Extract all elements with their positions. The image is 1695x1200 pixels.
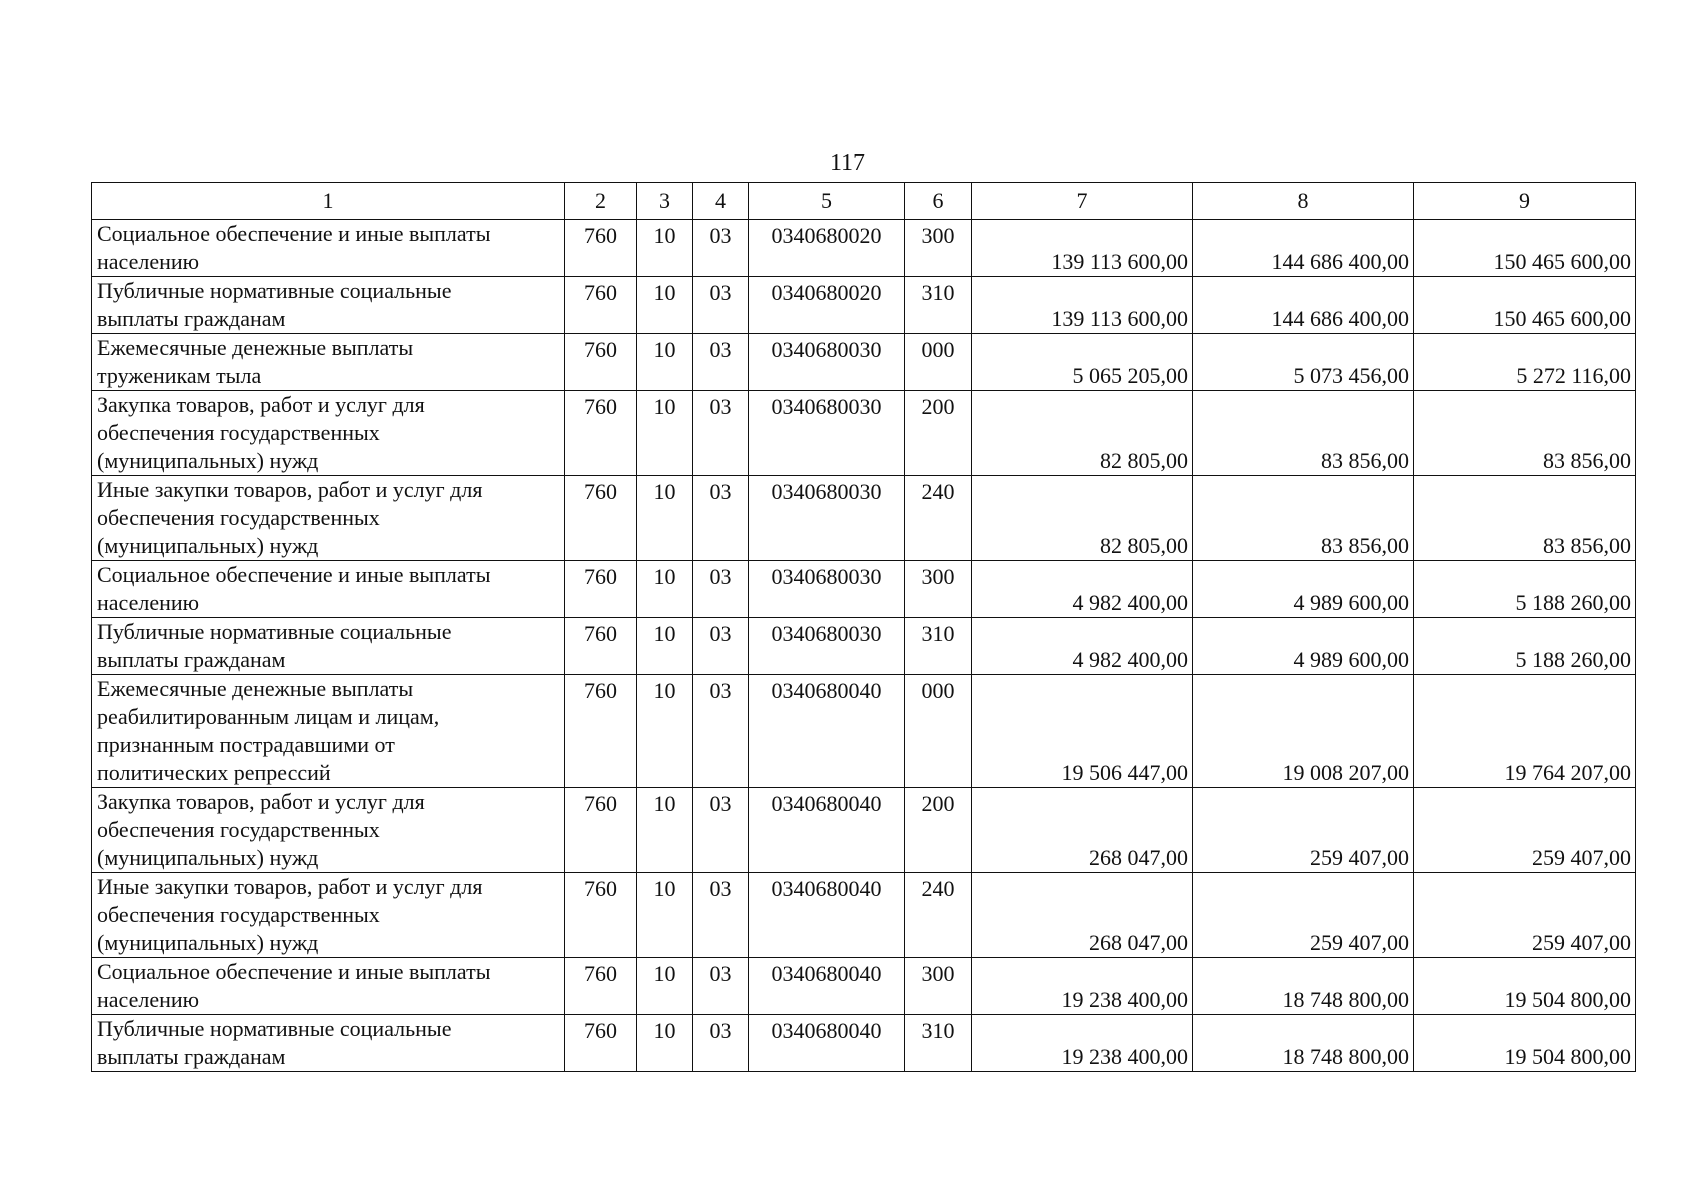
target-article-cell: 0340680030	[749, 391, 905, 476]
table-row	[92, 618, 1636, 675]
target-article-cell: 0340680040	[749, 873, 905, 958]
expense-type-cell: 000	[905, 334, 972, 391]
expense-name-line: Публичные нормативные социальные	[97, 1016, 452, 1041]
amount-year-1-cell: 82 805,00	[972, 391, 1193, 476]
ministry-code-cell: 760	[565, 220, 637, 277]
target-article-cell: 0340680030	[749, 334, 905, 391]
target-article-cell: 0340680040	[749, 1015, 905, 1072]
ministry-code-cell: 760	[565, 277, 637, 334]
amount-year-3-cell: 19 504 800,00	[1414, 958, 1636, 1015]
amount-year-3-cell: 19 764 207,00	[1414, 675, 1636, 788]
expense-name-line: выплаты гражданам	[97, 306, 286, 331]
section-code-cell: 10	[637, 334, 693, 391]
expense-name-cell	[92, 675, 565, 788]
amount-year-3-cell: 83 856,00	[1414, 476, 1636, 561]
expense-name-cell	[92, 561, 565, 618]
amount-year-2-cell: 4 989 600,00	[1193, 561, 1414, 618]
expense-type-cell: 310	[905, 1015, 972, 1072]
ministry-code-cell: 760	[565, 334, 637, 391]
section-code-cell: 10	[637, 958, 693, 1015]
expense-name-line: выплаты гражданам	[97, 647, 286, 672]
column-header: 2	[565, 183, 637, 220]
ministry-code-cell: 760	[565, 788, 637, 873]
section-code-cell: 10	[637, 476, 693, 561]
subsection-code-cell: 03	[693, 675, 749, 788]
subsection-code-cell: 03	[693, 788, 749, 873]
expense-name-line: обеспечения государственных	[97, 420, 380, 445]
amount-year-2-cell: 18 748 800,00	[1193, 1015, 1414, 1072]
amount-year-2-cell: 144 686 400,00	[1193, 277, 1414, 334]
expense-type-cell: 200	[905, 788, 972, 873]
subsection-code-cell: 03	[693, 334, 749, 391]
expense-name-line: (муниципальных) нужд	[97, 930, 319, 955]
table-row	[92, 788, 1636, 873]
expense-name-line: Иные закупки товаров, работ и услуг для	[97, 874, 483, 899]
expense-name-line: (муниципальных) нужд	[97, 533, 319, 558]
amount-year-3-cell: 5 188 260,00	[1414, 618, 1636, 675]
expense-name-line: Закупка товаров, работ и услуг для	[97, 392, 425, 417]
expense-name-line: населению	[97, 987, 200, 1012]
section-code-cell: 10	[637, 277, 693, 334]
amount-year-2-cell: 144 686 400,00	[1193, 220, 1414, 277]
section-code-cell: 10	[637, 391, 693, 476]
amount-year-1-cell: 139 113 600,00	[972, 277, 1193, 334]
expense-name-line: Публичные нормативные социальные	[97, 619, 452, 644]
expense-name-line: Социальное обеспечение и иные выплаты	[97, 562, 491, 587]
amount-year-3-cell: 150 465 600,00	[1414, 277, 1636, 334]
amount-year-1-cell: 5 065 205,00	[972, 334, 1193, 391]
column-header: 5	[749, 183, 905, 220]
amount-year-2-cell: 83 856,00	[1193, 391, 1414, 476]
expense-name-cell	[92, 1015, 565, 1072]
expense-name-line: политических репрессий	[97, 760, 331, 785]
ministry-code-cell: 760	[565, 561, 637, 618]
expense-type-cell: 200	[905, 391, 972, 476]
table-row	[92, 958, 1636, 1015]
expense-name-cell	[92, 334, 565, 391]
expense-name-line: обеспечения государственных	[97, 902, 380, 927]
table-row	[92, 675, 1636, 788]
table-body	[92, 220, 1636, 1072]
subsection-code-cell: 03	[693, 561, 749, 618]
amount-year-1-cell: 19 238 400,00	[972, 1015, 1193, 1072]
table-row	[92, 334, 1636, 391]
expense-name-line: труженикам тыла	[97, 363, 262, 388]
amount-year-1-cell: 268 047,00	[972, 788, 1193, 873]
subsection-code-cell: 03	[693, 220, 749, 277]
page-number: 117	[829, 150, 866, 176]
amount-year-3-cell: 150 465 600,00	[1414, 220, 1636, 277]
amount-year-3-cell: 5 188 260,00	[1414, 561, 1636, 618]
amount-year-3-cell: 5 272 116,00	[1414, 334, 1636, 391]
table-row	[92, 391, 1636, 476]
amount-year-1-cell: 139 113 600,00	[972, 220, 1193, 277]
table-row	[92, 873, 1636, 958]
expense-name-cell	[92, 958, 565, 1015]
amount-year-2-cell: 83 856,00	[1193, 476, 1414, 561]
expense-name-line: признанным пострадавшими от	[97, 732, 395, 757]
expense-name-line: Ежемесячные денежные выплаты	[97, 676, 414, 701]
amount-year-1-cell: 4 982 400,00	[972, 561, 1193, 618]
expense-type-cell: 300	[905, 958, 972, 1015]
section-code-cell: 10	[637, 788, 693, 873]
table-row	[92, 476, 1636, 561]
expense-name-cell	[92, 788, 565, 873]
column-header: 9	[1414, 183, 1636, 220]
ministry-code-cell: 760	[565, 618, 637, 675]
subsection-code-cell: 03	[693, 1015, 749, 1072]
target-article-cell: 0340680030	[749, 618, 905, 675]
section-code-cell: 10	[637, 1015, 693, 1072]
expense-name-line: населению	[97, 249, 200, 274]
amount-year-3-cell: 259 407,00	[1414, 788, 1636, 873]
expense-name-line: Социальное обеспечение и иные выплаты	[97, 959, 491, 984]
amount-year-2-cell: 18 748 800,00	[1193, 958, 1414, 1015]
amount-year-1-cell: 4 982 400,00	[972, 618, 1193, 675]
expense-name-line: Закупка товаров, работ и услуг для	[97, 789, 425, 814]
table-row	[92, 220, 1636, 277]
amount-year-2-cell: 4 989 600,00	[1193, 618, 1414, 675]
table-row	[92, 561, 1636, 618]
expense-type-cell: 000	[905, 675, 972, 788]
column-header: 4	[693, 183, 749, 220]
expense-type-cell: 310	[905, 277, 972, 334]
amount-year-2-cell: 259 407,00	[1193, 788, 1414, 873]
amount-year-2-cell: 259 407,00	[1193, 873, 1414, 958]
target-article-cell: 0340680040	[749, 958, 905, 1015]
amount-year-2-cell: 19 008 207,00	[1193, 675, 1414, 788]
expense-name-cell	[92, 391, 565, 476]
ministry-code-cell: 760	[565, 1015, 637, 1072]
amount-year-1-cell: 268 047,00	[972, 873, 1193, 958]
expense-name-line: Иные закупки товаров, работ и услуг для	[97, 477, 483, 502]
section-code-cell: 10	[637, 618, 693, 675]
expense-name-line: реабилитированным лицам и лицам,	[97, 704, 440, 729]
ministry-code-cell: 760	[565, 675, 637, 788]
section-code-cell: 10	[637, 220, 693, 277]
expense-name-line: населению	[97, 590, 200, 615]
subsection-code-cell: 03	[693, 277, 749, 334]
ministry-code-cell: 760	[565, 391, 637, 476]
amount-year-3-cell: 83 856,00	[1414, 391, 1636, 476]
expense-type-cell: 310	[905, 618, 972, 675]
ministry-code-cell: 760	[565, 958, 637, 1015]
expense-name-line: Ежемесячные денежные выплаты	[97, 335, 414, 360]
amount-year-1-cell: 19 506 447,00	[972, 675, 1193, 788]
expense-name-line: выплаты гражданам	[97, 1044, 286, 1069]
ministry-code-cell: 760	[565, 873, 637, 958]
column-header: 6	[905, 183, 972, 220]
subsection-code-cell: 03	[693, 476, 749, 561]
expense-type-cell: 300	[905, 220, 972, 277]
amount-year-1-cell: 19 238 400,00	[972, 958, 1193, 1015]
expense-type-cell: 240	[905, 476, 972, 561]
expense-name-cell	[92, 277, 565, 334]
column-header: 7	[972, 183, 1193, 220]
target-article-cell: 0340680020	[749, 277, 905, 334]
expense-name-line: (муниципальных) нужд	[97, 448, 319, 473]
column-header: 8	[1193, 183, 1414, 220]
expense-name-cell	[92, 618, 565, 675]
expense-name-line: (муниципальных) нужд	[97, 845, 319, 870]
expense-name-cell	[92, 873, 565, 958]
expense-type-cell: 300	[905, 561, 972, 618]
amount-year-3-cell: 259 407,00	[1414, 873, 1636, 958]
subsection-code-cell: 03	[693, 958, 749, 1015]
amount-year-3-cell: 19 504 800,00	[1414, 1015, 1636, 1072]
column-number-row	[92, 183, 1636, 220]
table-row	[92, 277, 1636, 334]
amount-year-1-cell: 82 805,00	[972, 476, 1193, 561]
expense-name-line: Социальное обеспечение и иные выплаты	[97, 221, 491, 246]
section-code-cell: 10	[637, 873, 693, 958]
target-article-cell: 0340680040	[749, 675, 905, 788]
target-article-cell: 0340680040	[749, 788, 905, 873]
amount-year-2-cell: 5 073 456,00	[1193, 334, 1414, 391]
table-row	[92, 1015, 1636, 1072]
budget-table	[91, 182, 1636, 1072]
subsection-code-cell: 03	[693, 391, 749, 476]
expense-name-cell	[92, 476, 565, 561]
section-code-cell: 10	[637, 561, 693, 618]
expense-name-line: обеспечения государственных	[97, 505, 380, 530]
target-article-cell: 0340680030	[749, 561, 905, 618]
subsection-code-cell: 03	[693, 873, 749, 958]
expense-type-cell: 240	[905, 873, 972, 958]
expense-name-line: обеспечения государственных	[97, 817, 380, 842]
ministry-code-cell: 760	[565, 476, 637, 561]
subsection-code-cell: 03	[693, 618, 749, 675]
expense-name-cell	[92, 220, 565, 277]
target-article-cell: 0340680030	[749, 476, 905, 561]
section-code-cell: 10	[637, 675, 693, 788]
column-header: 3	[637, 183, 693, 220]
target-article-cell: 0340680020	[749, 220, 905, 277]
column-header: 1	[92, 183, 565, 220]
expense-name-line: Публичные нормативные социальные	[97, 278, 452, 303]
